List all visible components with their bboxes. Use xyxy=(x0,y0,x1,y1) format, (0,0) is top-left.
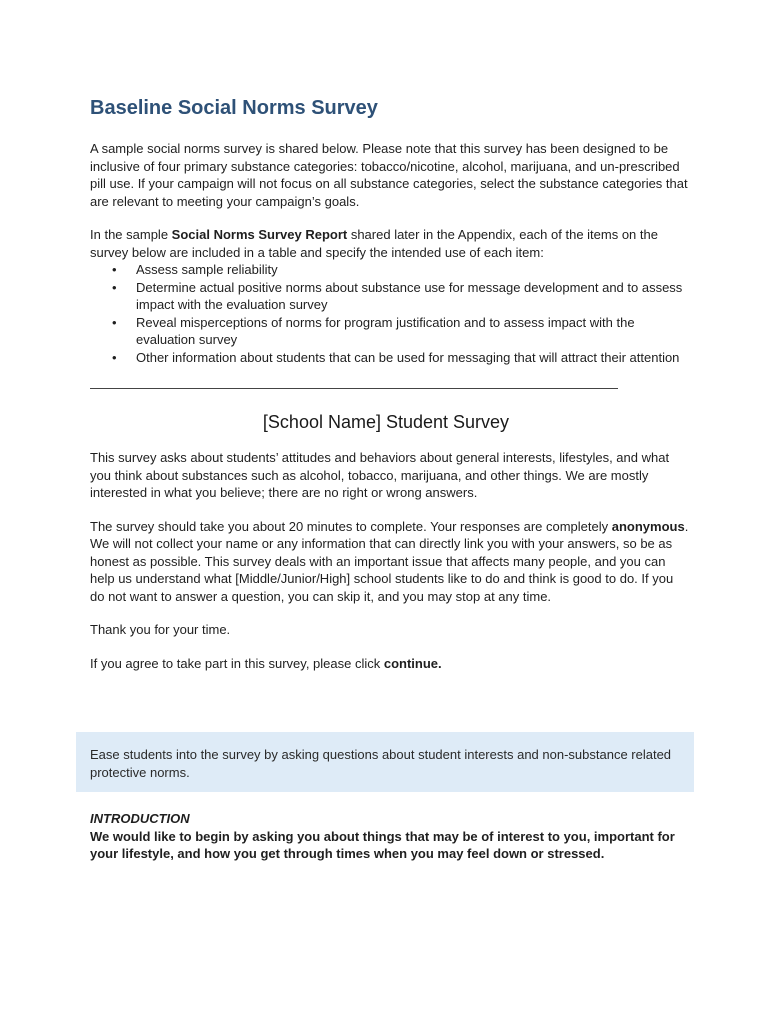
anonymity-text-before: The survey should take you about 20 minutes to complete. Your responses are completely xyxy=(90,518,612,534)
list-item xyxy=(112,279,690,314)
survey-intro-paragraph: This survey asks about students’ attitudes and behaviors about general interests, lifestyles, and what you think about substances such as alcohol, tobacco, marijuana, and other things. We are mostly interested in what you believe; there are no right or wrong answers. xyxy=(90,450,670,500)
report-text-after: shared later in the Appendix, each of the items on the survey below are included in a table and specify the intended use of each item: xyxy=(90,227,658,260)
list-item xyxy=(112,261,690,279)
report-text-before: In the sample xyxy=(90,227,172,242)
list-item-text: Reveal misperceptions of norms for program justification and to assess impact with the evaluation survey xyxy=(136,314,635,347)
bullet-icon: • xyxy=(112,314,117,330)
agree-text: If you agree to take part in this survey, please click xyxy=(90,655,384,671)
introduction-section xyxy=(90,810,690,863)
anonymity-text-after: . We will not collect your name or any information that can directly link you with your answers, so be as honest as possible. This survey deals with an important issue that affects many people, and you can help us understand what [Middle/Junior/High] school students like to do and think is good to do. If you do not want to answer a question, you can skip it, and you may stop at any time. xyxy=(90,518,689,604)
agree-paragraph xyxy=(90,655,690,673)
bullet-icon: • xyxy=(112,279,117,295)
document-title: Baseline Social Norms Survey xyxy=(90,97,378,119)
list-item-text: Assess sample reliability xyxy=(136,262,278,277)
list-item xyxy=(112,349,690,367)
item-use-list xyxy=(90,261,690,366)
list-item-text: Determine actual positive norms about substance use for message development and to assess impact with the evaluation survey xyxy=(136,279,683,312)
anonymous-emphasis: anonymous xyxy=(611,518,685,534)
guidance-note-box xyxy=(76,732,694,792)
thanks-paragraph: Thank you for your time. xyxy=(90,622,231,637)
introduction-body: We would like to begin by asking you about things that may be of interest to you, important for your lifestyle, and how you get through times when you may feel down or stressed. xyxy=(90,828,675,861)
bullet-icon: • xyxy=(112,349,117,365)
bullet-icon: • xyxy=(112,262,117,277)
list-item-text: Other information about students that can be used for messaging that will attract their attention xyxy=(136,349,680,365)
document-body xyxy=(90,96,690,672)
list-item xyxy=(112,314,690,349)
guidance-note-text: Ease students into the survey by asking questions about student interests and non-substance related protective norms. xyxy=(90,747,672,780)
section-divider xyxy=(90,388,618,389)
report-name: Social Norms Survey Report xyxy=(171,227,348,242)
introduction-heading: INTRODUCTION xyxy=(90,811,190,826)
survey-title: [School Name] Student Survey xyxy=(262,412,510,432)
intro-paragraph: A sample social norms survey is shared below. Please note that this survey has been designed to be inclusive of four primary substance categories: tobacco/nicotine, alcohol, marijuana, and un-prescribed pill use. If your campaign will not focus on all substance categories, select the substance categories that are relevant to meeting your campaign’s goals. xyxy=(90,141,688,209)
continue-emphasis: continue. xyxy=(383,655,442,671)
report-paragraph xyxy=(90,226,690,261)
survey-anonymity-paragraph xyxy=(90,518,690,606)
